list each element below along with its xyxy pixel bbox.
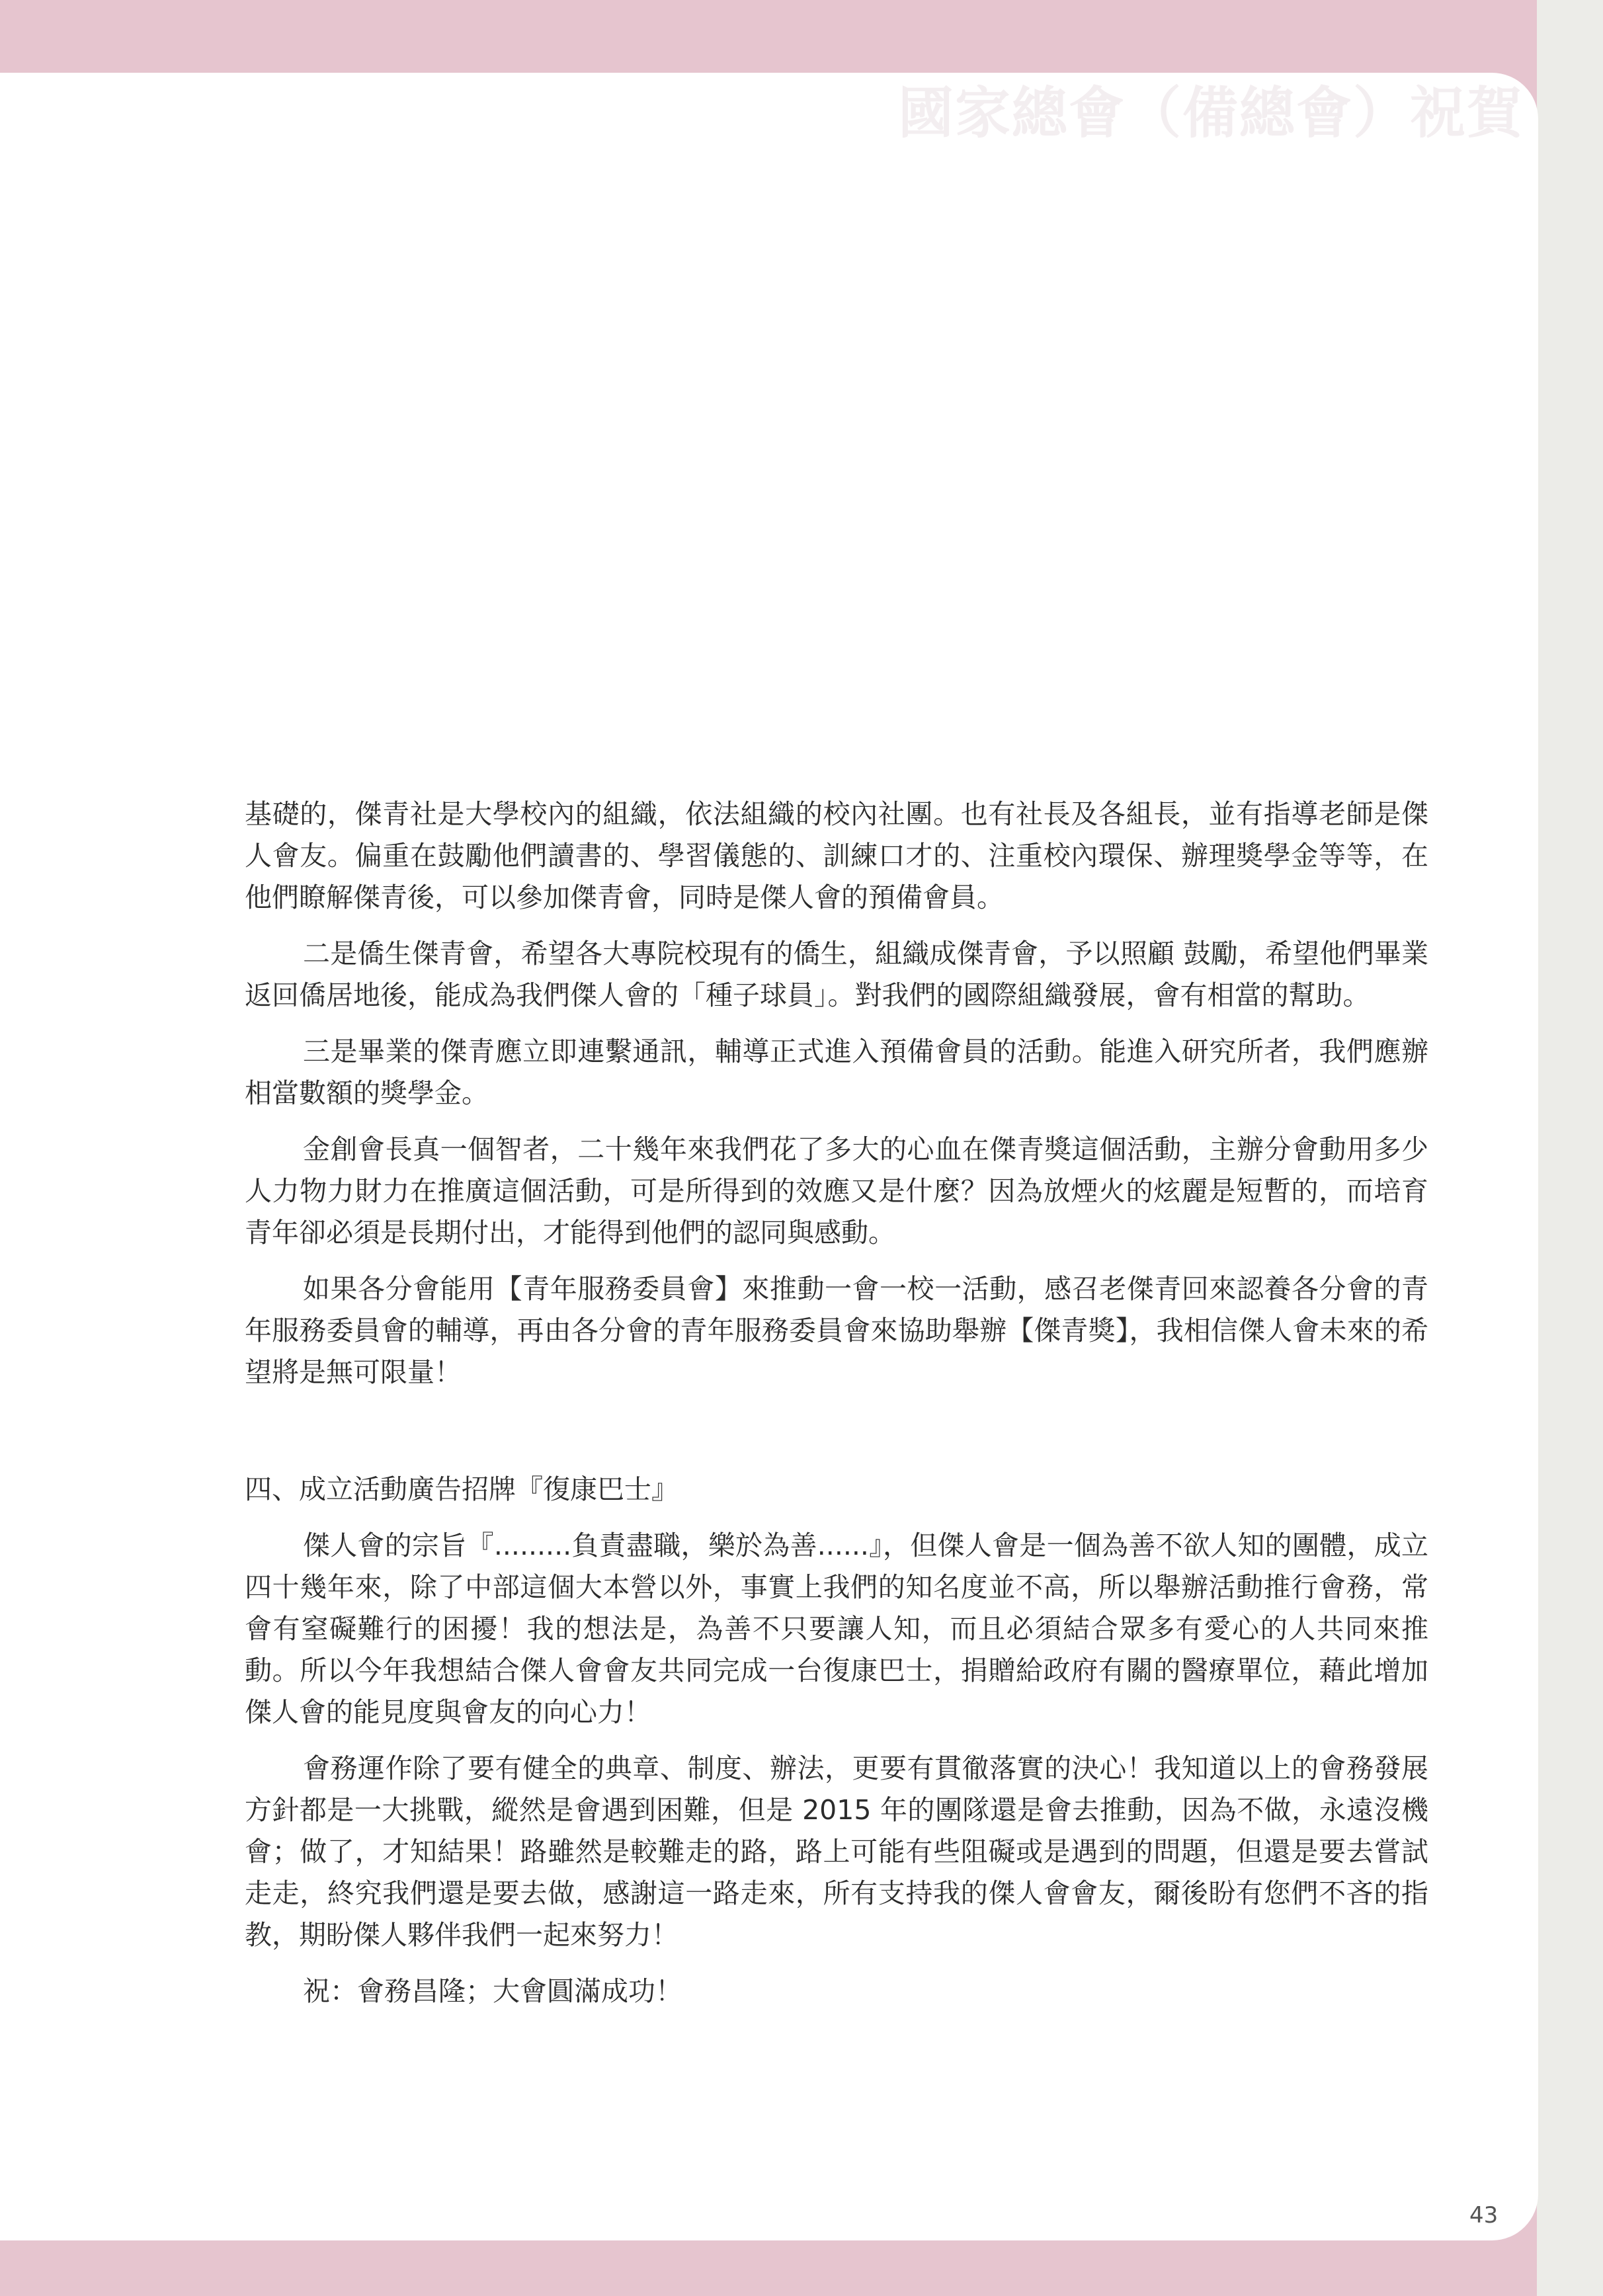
section-heading-rehab-bus: 四、成立活動廣告招牌『復康巴士』 — [245, 1473, 678, 1505]
paragraph-youth-committee: 如果各分會能用【青年服務委員會】來推動一會一校一活動，感召老傑青回來認養各分會的青年服務委員會的輔導，再由各分會的青年服務委員會來協助舉辦【傑青獎】，我相信傑人會未來的希望將是無可限量！ — [245, 1273, 1428, 1388]
paragraph-graduates: 三是畢業的傑青應立即連繫通訊，輔導正式進入預備會員的活動。能進入研究所者，我們應辦相當數額的獎學金。 — [245, 1036, 1428, 1109]
paragraph-president-kim: 金創會長真一個智者，二十幾年來我們花了多大的心血在傑青獎這個活動，主辦分會動用多少人力物力財力在推廣這個活動，可是所得到的效應又是什麼？因為放煙火的炫麗是短暫的，而培育青年卻必須是長期付出，才能得到他們的認同與感動。 — [245, 1133, 1428, 1249]
paragraph-closing: 祝：會務昌隆；大會圓滿成功！ — [303, 1975, 682, 2007]
page-header-title: 國家總會（備總會）祝賀 — [897, 81, 1524, 145]
paragraph-continuation: 基礎的，傑青社是大學校內的組織，依法組織的校內社團。也有社長及各組長，並有指導老師是傑人會友。偏重在鼓勵他們讀書的、學習儀態的、訓練口才的、注重校內環保、辦理獎學金等等，在他們瞭解傑青後，可以參加傑青會，同時是傑人會的預備會員。 — [245, 798, 1428, 913]
paragraph-operations: 會務運作除了要有健全的典章、制度、辦法，更要有貫徹落實的決心！我知道以上的會務發展方針都是一大挑戰，縱然是會遇到困難，但是 2015 年的團隊還是會去推動，因為不做，永遠沒機會；做了，才知結果！路雖然是較難走的路，路上可能有些阻礙或是遇到的問題，但還是要去嘗試走走，終究我們還是要去做，感謝這一路走來，所有支持我的傑人會會友，爾後盼有您們不吝的指教，期盼傑人夥伴我們一起來努力！ — [245, 1752, 1428, 1951]
paragraph-rehab-bus: 傑人會的宗旨『.........負責盡職，樂於為善......』，但傑人會是一個為善不欲人知的團體，成立四十幾年來，除了中部這個大本營以外，事實上我們的知名度並不高，所以舉辦活動推行會務，常會有窒礙難行的困擾！我的想法是，為善不只要讓人知，而且必須結合眾多有愛心的人共同來推動。所以今年我想結合傑人會會友共同完成一台復康巴士，捐贈給政府有關的醫療單位，藉此增加傑人會的能見度與會友的向心力！ — [245, 1530, 1428, 1728]
scan-edge — [1537, 0, 1603, 2296]
article-body — [245, 794, 1428, 2027]
page-number: 43 — [1469, 2202, 1499, 2229]
paragraph-overseas-students: 二是僑生傑青會，希望各大專院校現有的僑生，組織成傑青會，予以照顧 鼓勵，希望他們畢業返回僑居地後，能成為我們傑人會的「種子球員」。對我們的國際組織發展，會有相當的幫助。 — [245, 938, 1428, 1011]
